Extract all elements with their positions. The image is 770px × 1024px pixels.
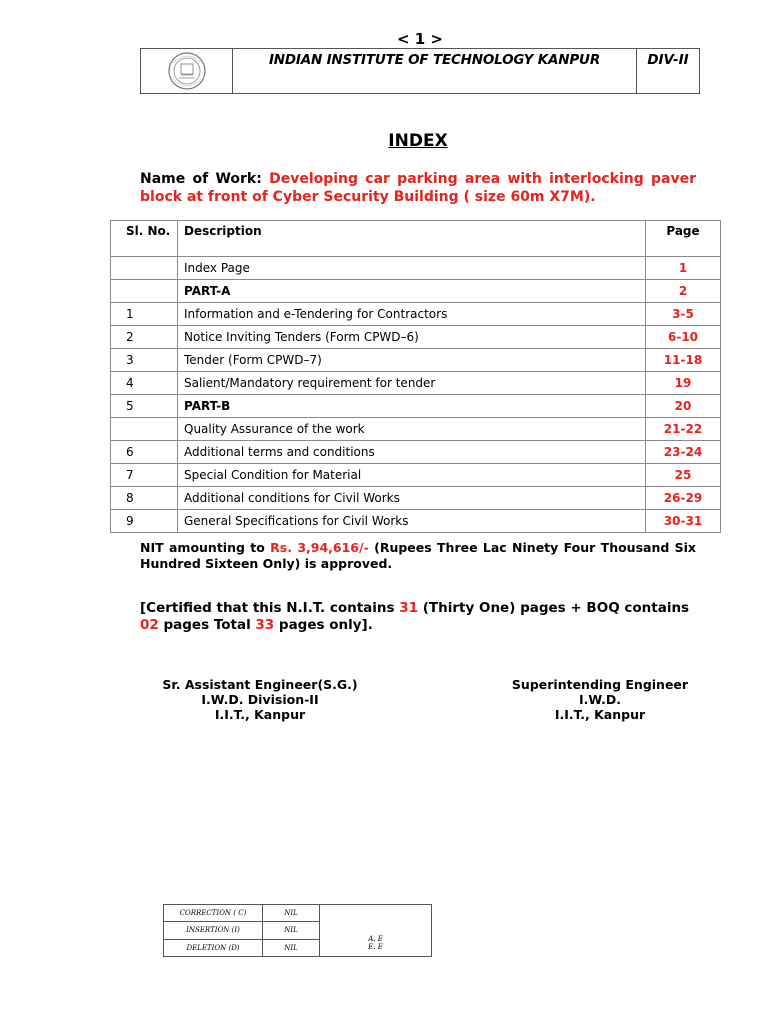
- sl-cell: 4: [111, 372, 178, 395]
- cert-part1: [Certified that this N.I.T. contains: [140, 600, 400, 616]
- index-table-header: [111, 221, 721, 257]
- description-cell: Quality Assurance of the work: [178, 418, 646, 441]
- page-cell: 21-22: [646, 418, 721, 441]
- work-value: Developing car parking area with interlocking paver block at front of Cyber Security Building ( size 60m X7M).: [140, 171, 696, 205]
- sl-cell: [111, 418, 178, 441]
- certificate-text: [140, 600, 696, 634]
- page-cell: 6-10: [646, 326, 721, 349]
- description-cell: Salient/Mandatory requirement for tender: [178, 372, 646, 395]
- description-cell: Special Condition for Material: [178, 464, 646, 487]
- description-header: Description: [178, 221, 646, 257]
- sig-left-line2: I.W.D. Division-II: [201, 692, 319, 707]
- insertion-value: NIL: [263, 922, 320, 939]
- sl-cell: 5: [111, 395, 178, 418]
- index-table: [110, 220, 721, 533]
- corrections-table: [163, 904, 432, 957]
- page-header: Page: [646, 221, 721, 257]
- sl-cell: 8: [111, 487, 178, 510]
- sig-right-line3: I.I.T., Kanpur: [554, 707, 646, 722]
- table-row: [111, 372, 721, 395]
- sl-header: Sl. No.: [111, 221, 178, 257]
- description-cell: Notice Inviting Tenders (Form CPWD–6): [178, 326, 646, 349]
- cert-boq-pages: 02: [140, 617, 159, 633]
- nit-suffix: (Rupees Three Lac Ninety Four Thousand Six Hundred Sixteen Only) is approved.: [140, 540, 696, 571]
- table-row: [111, 326, 721, 349]
- sl-cell: 7: [111, 464, 178, 487]
- page-cell: 30-31: [646, 510, 721, 533]
- table-row: [111, 510, 721, 533]
- page-number: < 1 >: [396, 30, 444, 48]
- description-cell: Information and e-Tendering for Contractors: [178, 303, 646, 326]
- sl-cell: [111, 257, 178, 280]
- nit-prefix: NIT amounting to: [140, 540, 271, 555]
- signature-left: [150, 677, 370, 722]
- table-row: [111, 303, 721, 326]
- signature-right: [490, 677, 710, 722]
- sig-right-line1: Superintending Engineer: [511, 677, 689, 692]
- table-row: [111, 280, 721, 303]
- iit-kanpur-seal-icon: [165, 51, 209, 91]
- nit-amount: Rs. 3,94,616/-: [270, 540, 369, 555]
- cert-part3: pages Total: [158, 617, 256, 633]
- table-row: [111, 349, 721, 372]
- cert-total-pages: 33: [255, 617, 275, 633]
- sl-cell: 9: [111, 510, 178, 533]
- sign-ee: E. E: [368, 943, 383, 951]
- table-row: [111, 441, 721, 464]
- cert-part4: pages only].: [274, 617, 373, 633]
- table-row: [111, 487, 721, 510]
- table-row: [111, 418, 721, 441]
- name-of-work: [140, 170, 696, 206]
- division-label: DIV-II: [647, 52, 689, 68]
- sl-cell: 2: [111, 326, 178, 349]
- page-cell: 20: [646, 395, 721, 418]
- table-row: [111, 464, 721, 487]
- sl-cell: 1: [111, 303, 178, 326]
- deletion-value: NIL: [263, 939, 320, 956]
- correction-label: CORRECTION ( C): [164, 905, 263, 922]
- index-title: INDEX: [388, 131, 448, 151]
- table-row: [111, 257, 721, 280]
- correction-value: NIL: [263, 905, 320, 922]
- sign-ae: A. E: [368, 935, 383, 943]
- sig-left-line1: Sr. Assistant Engineer(S.G.): [162, 677, 358, 692]
- sl-cell: 3: [111, 349, 178, 372]
- description-cell: Additional conditions for Civil Works: [178, 487, 646, 510]
- page-cell: 25: [646, 464, 721, 487]
- description-cell: Tender (Form CPWD–7): [178, 349, 646, 372]
- sl-cell: [111, 280, 178, 303]
- cert-part2: (Thirty One) pages + BOQ contains: [418, 600, 690, 616]
- work-label: Name of Work:: [140, 171, 262, 187]
- description-cell: PART-A: [178, 280, 646, 303]
- sl-cell: 6: [111, 441, 178, 464]
- page-cell: 26-29: [646, 487, 721, 510]
- sig-right-line2: I.W.D.: [578, 692, 622, 707]
- page-cell: 3-5: [646, 303, 721, 326]
- page-cell: 1: [646, 257, 721, 280]
- institute-name: INDIAN INSTITUTE OF TECHNOLOGY KANPUR: [233, 49, 637, 93]
- page-cell: 11-18: [646, 349, 721, 372]
- document-header: [140, 48, 700, 94]
- page-cell: 2: [646, 280, 721, 303]
- logo-cell: [141, 49, 233, 93]
- nit-approval-text: [140, 540, 696, 572]
- description-cell: General Specifications for Civil Works: [178, 510, 646, 533]
- page-cell: 23-24: [646, 441, 721, 464]
- cert-nit-pages: 31: [399, 600, 419, 616]
- table-row: [111, 395, 721, 418]
- corrections-sign-cell: [320, 905, 432, 957]
- page-cell: 19: [646, 372, 721, 395]
- description-cell: Index Page: [178, 257, 646, 280]
- sig-left-line3: I.I.T., Kanpur: [214, 707, 306, 722]
- deletion-label: DELETION (D): [164, 939, 263, 956]
- insertion-label: INSERTION (I): [164, 922, 263, 939]
- description-cell: Additional terms and conditions: [178, 441, 646, 464]
- description-cell: PART-B: [178, 395, 646, 418]
